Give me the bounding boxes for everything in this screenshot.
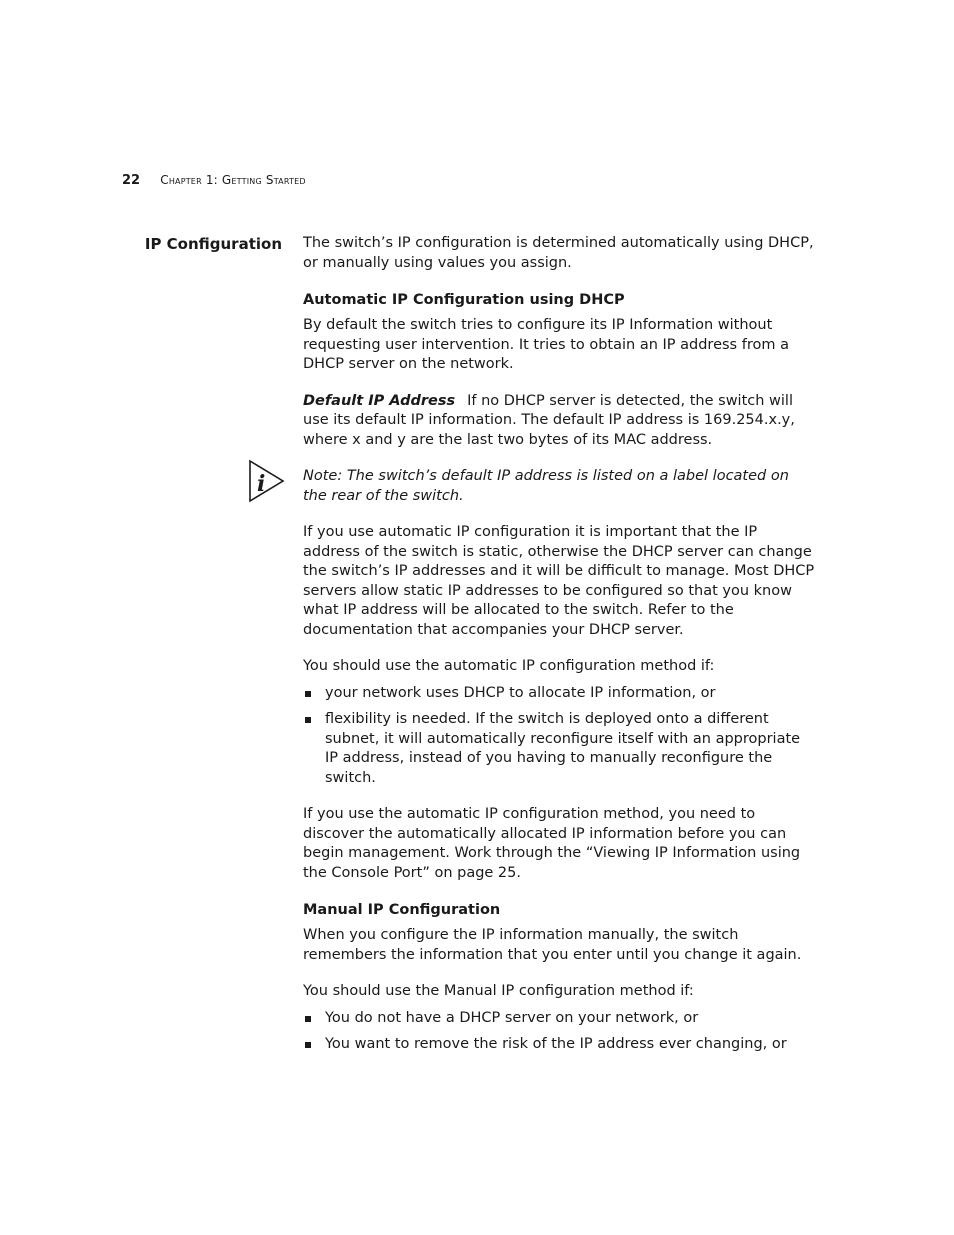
auto-config-paragraph: By default the switch tries to configure its IP Information without requesting user intervention. It tries to obtain an IP address from a DHCP server on the network. [303,317,789,372]
svg-text:i: i [257,471,266,497]
auto-config-heading: Automatic IP Configuration using DHCP [303,292,625,308]
bullet-marker [305,717,311,723]
default-ip-text: If no DHCP server is detected, the switch will use its default IP information. The default IP address is 169.254.x.y, where x and y are the last two bytes of its MAC address. [303,392,795,448]
chapter-title: Chapter 1: Getting Started [160,173,306,187]
section-title: IP Configuration [144,235,282,253]
page-number: 22 [122,173,141,188]
default-ip-paragraph [303,392,815,451]
manual-bullet-list [303,1009,815,1055]
manual-config-paragraph: When you configure the IP information manually, the switch remembers the information that you enter until you change it again. [303,927,802,963]
auto-config-paragraph-3: If you use the automatic IP configuration method, you need to discover the automatically allocated IP information before you can begin management. Work through the “Viewing IP Information using the Console Port” on page 25. [303,806,801,881]
list-item [303,710,815,788]
default-ip-label: Default IP Address [303,392,456,409]
manual-config-heading: Manual IP Configuration [303,902,501,918]
list-item-text: You want to remove the risk of the IP address ever changing, or [325,1036,787,1052]
bullet-marker [305,1016,311,1022]
section-body [257,234,815,1072]
page-header [122,171,306,190]
list-item [303,684,815,704]
list-item-text: your network uses DHCP to allocate IP information, or [325,684,716,701]
list-item-text: flexibility is needed. If the switch is deployed onto a different subnet, it will automatically reconfigure itself with an appropriate IP address, instead of you having to manually reconfigure the switch. [325,711,801,786]
auto-config-paragraph-2: If you use automatic IP configuration it is important that the IP address of the switch is static, otherwise the DHCP server can change the switch’s IP addresses and it will be difficult to manage. Most DHCP servers allow static IP addresses to be configured so that you know what IP address will be allocated to the switch. Refer to the documentation that accompanies your DHCP server. [303,524,815,638]
auto-bullet-list [303,684,815,789]
list-item [303,1009,815,1029]
list-item [303,1035,815,1055]
list-item-text: You do not have a DHCP server on your network, or [325,1009,699,1026]
bullet-marker [305,691,311,697]
section-intro: The switch’s IP configuration is determined automatically using DHCP, or manually using values you assign. [303,235,814,271]
manual-list-intro: You should use the Manual IP configuration method if: [303,983,694,999]
note [257,467,815,506]
note-text: Note: The switch’s default IP address is listed on a label located on the rear of the switch. [303,468,789,504]
info-icon [248,459,286,503]
auto-list-intro: You should use the automatic IP configuration method if: [303,658,715,674]
bullet-marker [305,1042,311,1048]
